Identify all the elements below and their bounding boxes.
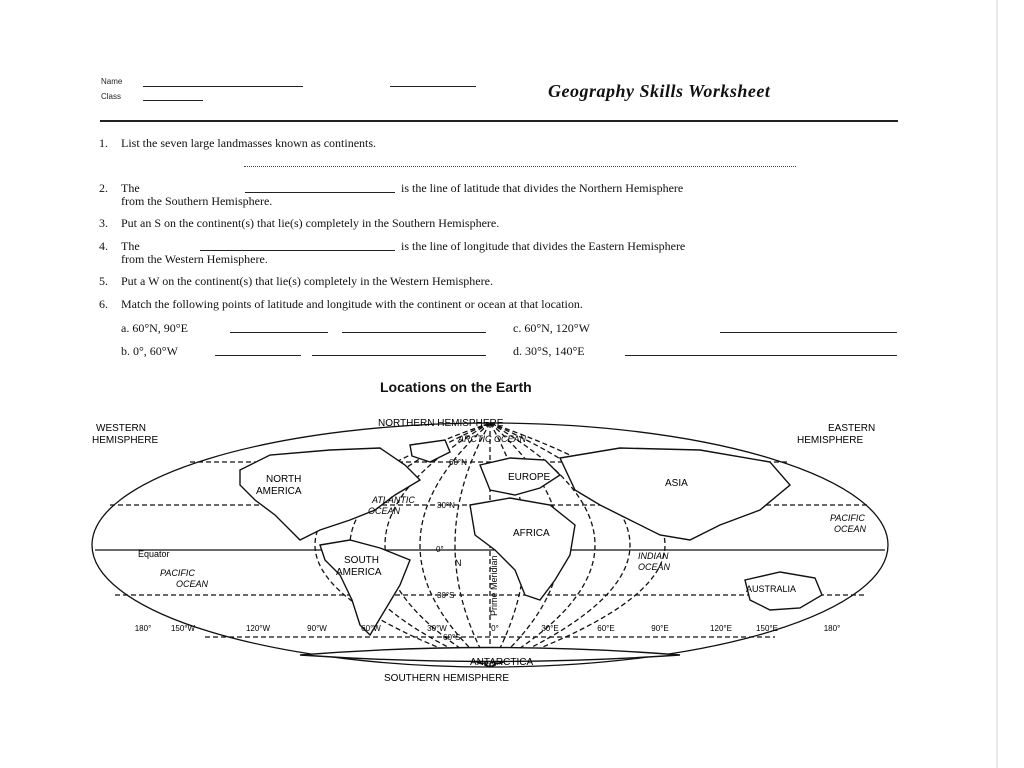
question-4: 4. The: [99, 239, 140, 253]
longitude-label: 30°W: [427, 624, 447, 633]
pacific-east-label-2: OCEAN: [834, 524, 867, 534]
longitude-label: 120°W: [245, 624, 271, 633]
longitude-label: 150°W: [170, 624, 196, 633]
lat-30n-label: 30°N: [437, 501, 455, 510]
northern-hemisphere-label: NORTHERN HEMISPHERE: [378, 418, 504, 429]
map-title: Locations on the Earth: [380, 379, 532, 395]
name-label: Name: [101, 77, 123, 86]
match-b: b. 0°, 60°W: [121, 344, 178, 358]
south-america-label-1: SOUTH: [344, 555, 379, 566]
pacific-east-label-1: PACIFIC: [830, 513, 865, 523]
indian-ocean-label-2: OCEAN: [638, 562, 671, 572]
lat-0-label: 0°: [436, 545, 444, 554]
question-4-cont: is the line of longitude that divides the Eastern Hemisphere: [401, 239, 686, 253]
longitude-labels: [135, 624, 841, 633]
asia-shape: [560, 448, 790, 540]
atlantic-label-2: OCEAN: [368, 506, 401, 516]
western-label-2: HEMISPHERE: [92, 435, 159, 446]
australia-label: AUSTRALIA: [746, 584, 797, 594]
question-4-line2: from the Western Hemisphere.: [121, 252, 268, 266]
question-1: 1. List the seven large landmasses known as continents.: [99, 136, 377, 150]
eastern-label-1: EASTERN: [828, 423, 876, 434]
longitude-label: 180°: [134, 624, 152, 633]
atlantic-label-1: ATLANTIC: [372, 495, 415, 505]
antarctica-label: ANTARCTICA: [470, 657, 534, 668]
longitude-label: 60°W: [361, 624, 381, 633]
longitude-label: 60°E: [597, 624, 615, 633]
asia-label: ASIA: [665, 478, 688, 489]
europe-label: EUROPE: [508, 472, 551, 483]
western-label-1: WESTERN: [96, 423, 146, 434]
longitude-label: 150°E: [756, 624, 778, 633]
north-america-label-2: AMERICA: [256, 486, 302, 497]
question-3: 3. Put an S on the continent(s) that lie(s) completely in the Southern Hemisphere.: [99, 216, 500, 230]
longitude-label: 90°W: [307, 624, 327, 633]
question-2-line2: from the Southern Hemisphere.: [121, 194, 273, 208]
class-label: Class: [101, 92, 122, 101]
lat-60s-label: 60°S: [443, 633, 461, 642]
eastern-label-2: HEMISPHERE: [797, 435, 864, 446]
longitude-label: 30°E: [541, 624, 559, 633]
longitude-label: 0°: [491, 624, 499, 633]
question-5: 5. Put a W on the continent(s) that lie(s) completely in the Western Hemisphere.: [99, 274, 493, 288]
question-2: 2. The: [99, 181, 140, 195]
africa-shape: [470, 498, 575, 600]
question-6: 6. Match the following points of latitude and longitude with the continent or ocean at that location.: [99, 297, 583, 311]
question-2-cont: is the line of latitude that divides the Northern Hemisphere: [401, 181, 684, 195]
pacific-west-label-1: PACIFIC: [160, 568, 195, 578]
lat-60n-label: 60°N: [449, 458, 467, 467]
worksheet-title: Geography Skills Worksheet: [548, 81, 771, 101]
lat-30s-label: 30°S: [437, 591, 455, 600]
longitude-label: 180°: [823, 624, 841, 633]
north-america-label-1: NORTH: [266, 474, 302, 485]
indian-ocean-label-1: INDIAN: [638, 551, 669, 561]
match-c: c. 60°N, 120°W: [513, 321, 590, 335]
africa-label: AFRICA: [513, 528, 550, 539]
equator-label: Equator: [138, 549, 170, 559]
southern-hemisphere-label: SOUTHERN HEMISPHERE: [384, 673, 510, 684]
pacific-west-label-2: OCEAN: [176, 579, 209, 589]
greenland-shape: [410, 440, 450, 462]
longitude-label: 120°E: [710, 624, 732, 633]
longitude-label: 90°E: [651, 624, 669, 633]
arctic-ocean-label: ARCTIC OCEAN: [458, 434, 527, 444]
north-arrow-letter: N: [455, 558, 462, 568]
south-america-label-2: AMERICA: [336, 567, 382, 578]
match-d: d. 30°S, 140°E: [513, 344, 585, 358]
match-a: a. 60°N, 90°E: [121, 321, 188, 335]
prime-meridian-label: Prime Meridian: [489, 555, 499, 616]
